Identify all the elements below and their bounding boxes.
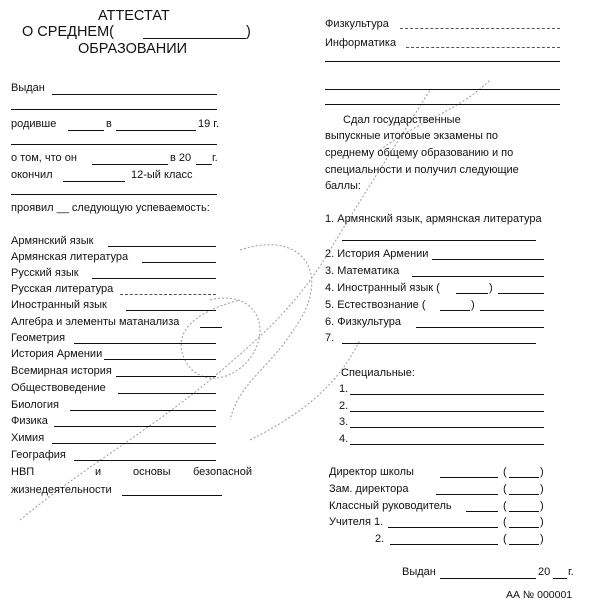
nvp-word-2: и: [95, 466, 102, 478]
born-place-field[interactable]: [116, 130, 196, 131]
paren-open: (: [503, 533, 507, 545]
subject-label: Обществоведение: [11, 382, 106, 394]
blank-line[interactable]: [325, 89, 560, 90]
exam-paragraph-line: Сдал государственные: [343, 114, 461, 126]
exam-grade-field[interactable]: [498, 293, 544, 294]
subject-label: Русская литература: [11, 283, 114, 295]
subject-label: Армянская литература: [11, 251, 129, 263]
signer-label: Учителя 1.: [329, 516, 384, 528]
title-line-2: О СРЕДНЕМ(: [22, 24, 114, 40]
grade-field[interactable]: [52, 443, 216, 444]
special-label: 1.: [339, 383, 349, 395]
born-day-field[interactable]: [68, 130, 104, 131]
paren-close: ): [540, 533, 544, 545]
paren-close: ): [540, 466, 544, 478]
nvp-word-5: жизнедеятельности: [11, 484, 112, 496]
signature-field[interactable]: [388, 527, 498, 528]
born-field-2[interactable]: [11, 144, 217, 145]
grade-field[interactable]: [142, 262, 216, 263]
special-label: 4.: [339, 433, 349, 445]
special-field[interactable]: [350, 444, 544, 445]
issued-field-2[interactable]: [11, 109, 217, 110]
exam-label: 3. Математика: [325, 265, 400, 277]
paren-open: (: [503, 466, 507, 478]
paren-open: (: [503, 500, 507, 512]
grade-field[interactable]: [116, 376, 216, 377]
grade-field[interactable]: [104, 359, 216, 360]
blank-line[interactable]: [325, 104, 560, 105]
signature-field[interactable]: [440, 477, 498, 478]
grade-field[interactable]: [70, 410, 216, 411]
name-field[interactable]: [509, 544, 539, 545]
that-year-label: г.: [212, 152, 218, 164]
grade-field[interactable]: [400, 28, 560, 29]
grade-field[interactable]: [200, 327, 222, 328]
grade-field[interactable]: [120, 294, 216, 295]
exam-grade-field[interactable]: [480, 310, 544, 311]
blank-line[interactable]: [325, 61, 560, 62]
grade-field[interactable]: [406, 47, 560, 48]
special-field[interactable]: [350, 411, 544, 412]
grade-field[interactable]: [54, 426, 216, 427]
born-year-label: 19 г.: [198, 118, 220, 130]
subject-label: Всемирная история: [11, 365, 112, 377]
paren-close: ): [471, 299, 475, 311]
subject-label: География: [11, 449, 66, 461]
special-label: 2.: [339, 400, 349, 412]
exam-paragraph-line: среднему общему образованию и по: [325, 147, 514, 159]
education-type-field[interactable]: [143, 38, 246, 39]
issued-date-label: Выдан: [402, 566, 436, 578]
that-in-label: в 20: [170, 152, 192, 164]
issued-g-label: г.: [568, 566, 574, 578]
signer-label: Зам. директора: [329, 483, 409, 495]
subject-label: История Армении: [11, 348, 103, 360]
title-line-1: АТТЕСТАТ: [98, 8, 170, 24]
that-field[interactable]: [92, 164, 168, 165]
science-field[interactable]: [440, 310, 470, 311]
exam-label: 2. История Армении: [325, 248, 429, 260]
name-field[interactable]: [509, 477, 539, 478]
exam-label: 6. Физкультура: [325, 316, 402, 328]
finished-label: окончил: [11, 169, 53, 181]
signer-label: Классный руководитель: [329, 500, 452, 512]
issued-label: Выдан: [11, 82, 45, 94]
paren-open: (: [503, 516, 507, 528]
special-field[interactable]: [350, 394, 544, 395]
title-line-3: ОБРАЗОВАНИИ: [78, 41, 188, 57]
issued-year-field[interactable]: [553, 578, 567, 579]
exam-label: 5. Естествознание (: [325, 299, 426, 311]
signer-label: 2.: [375, 533, 385, 545]
signature-field[interactable]: [436, 494, 498, 495]
that-year-field[interactable]: [196, 164, 212, 165]
exam-grade-field[interactable]: [342, 240, 536, 241]
paren-close: ): [489, 282, 493, 294]
grade-field[interactable]: [126, 310, 216, 311]
exam-label: 7.: [325, 332, 335, 344]
signature-field[interactable]: [466, 511, 498, 512]
nvp-word-4: безопасной: [193, 466, 253, 478]
subject-label: Алгебра и элементы матанализа: [11, 316, 180, 328]
exam-label: 1. Армянский язык, армянская литература: [325, 213, 542, 225]
special-label: 3.: [339, 416, 349, 428]
subject-label: Геометрия: [11, 332, 66, 344]
name-field[interactable]: [509, 511, 539, 512]
issued-year-label: 20: [538, 566, 551, 578]
nvp-word-3: основы: [133, 466, 171, 478]
paren-open: (: [503, 483, 507, 495]
exam-grade-field[interactable]: [342, 343, 536, 344]
exam-label: 4. Иностранный язык (: [325, 282, 440, 294]
language-field[interactable]: [456, 293, 488, 294]
subject-label: Иностранный язык: [11, 299, 107, 311]
finished-field-2[interactable]: [11, 194, 217, 195]
name-field[interactable]: [509, 494, 539, 495]
subject-label: Физкультура: [325, 18, 389, 30]
name-field[interactable]: [509, 527, 539, 528]
exam-paragraph-line: выпускные итоговые экзамены по: [325, 130, 499, 142]
serial-number: АА № 000001: [506, 589, 573, 601]
subject-label: Химия: [11, 432, 45, 444]
grade-field[interactable]: [74, 343, 216, 344]
issued-date-field[interactable]: [440, 578, 536, 579]
special-title: Специальные:: [341, 367, 415, 379]
that-label: о том, что он: [11, 152, 77, 164]
special-field[interactable]: [350, 427, 544, 428]
subject-label: Биология: [11, 399, 60, 411]
subject-label: Русский язык: [11, 267, 79, 279]
exam-grade-field[interactable]: [432, 259, 544, 260]
title-paren-close: ): [246, 24, 251, 40]
exam-grade-field[interactable]: [412, 276, 544, 277]
signature-field[interactable]: [390, 544, 498, 545]
grade-field[interactable]: [118, 393, 216, 394]
signer-label: Директор школы: [329, 466, 414, 478]
subject-label: Информатика: [325, 37, 397, 49]
born-in-label: в: [106, 118, 112, 130]
issued-field[interactable]: [52, 94, 217, 95]
exam-grade-field[interactable]: [416, 327, 544, 328]
paren-close: ): [540, 500, 544, 512]
finished-class-label: 12-ый класс: [131, 169, 193, 181]
exam-paragraph-line: баллы:: [325, 180, 361, 192]
born-label: родивше: [11, 118, 57, 130]
progress-label: проявил __ следующую успеваемость:: [11, 202, 210, 214]
paren-close: ): [540, 483, 544, 495]
grade-field[interactable]: [108, 246, 216, 247]
subject-label: Армянский язык: [11, 235, 94, 247]
grade-field[interactable]: [122, 495, 222, 496]
paren-close: ): [540, 516, 544, 528]
nvp-word-1: НВП: [11, 466, 35, 478]
grade-field[interactable]: [92, 278, 216, 279]
exam-paragraph-line: специальности и получил следующие: [325, 164, 519, 176]
subject-label: Физика: [11, 415, 48, 427]
grade-field[interactable]: [74, 460, 216, 461]
finished-field[interactable]: [63, 181, 125, 182]
